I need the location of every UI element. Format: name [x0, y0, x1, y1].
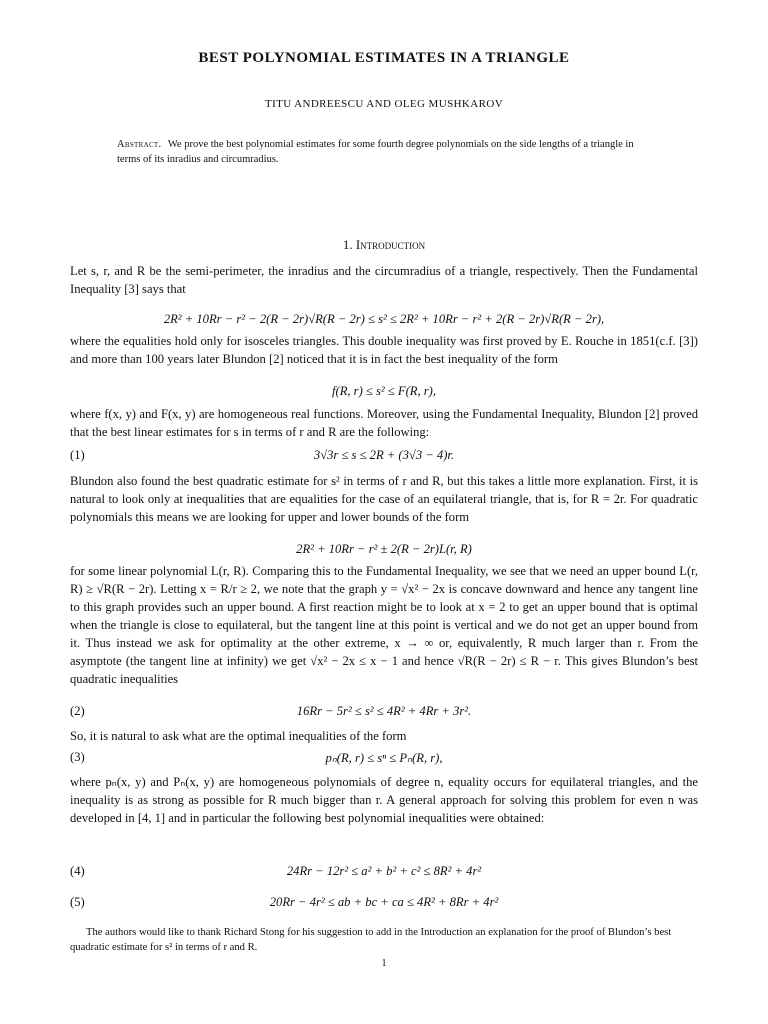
equation-2: 16Rr − 5r² ≤ s² ≤ 4R² + 4Rr + 3r². [296, 704, 472, 718]
page-number: 1 [381, 958, 387, 969]
equation-4: 24Rr − 12r² ≤ a² + b² + c² ≤ 8R² + 4r² [286, 864, 482, 878]
paragraph-1: Let s, r, and R be the semi-perimeter, the inradius and the circumradius of a triangle, respectively. Then the Fundamental Inequality [3] says that [70, 264, 698, 296]
equation-form: f(R, r) ≤ s² ≤ F(R, r), [332, 384, 436, 398]
paragraph-5: for some linear polynomial L(r, R). Comparing this to the Fundamental Inequality, we see that we need an upper bound L(r, R) ≥ √R(R − 2r). Letting x = R/r ≥ 2, we note that the graph y = √x² − 2x is concave downward and hence any tangent line to this graph provides such an upper bound. A first reaction might be to look at x = 2 to get an upper bound that is optimal when the triangle is close to equilateral, but the tangent line at this point is vertical and we do not get an upper bound from it. Thus instead we ask for optimality at the other extreme, x → ∞ or, equivalently, R much larger than r. From the asymptote (the tangent line at infinity) we get √x² − 2x ≤ x − 1 and hence √R(R − 2r) ≤ R − r. This gives Blundon’s best quadratic inequalities [70, 564, 698, 686]
authors: TITU ANDREESCU AND OLEG MUSHKAROV [264, 98, 504, 110]
paragraph-6: So, it is natural to ask what are the optimal inequalities of the form [70, 729, 407, 743]
paragraph-4: Blundon also found the best quadratic estimate for s² in terms of r and R, but this takes a little more explanation. First, it is natural to look only at inequalities that are equalities for the case of an equilateral triangle, that is, for R = 2r. For quadratic polynomials this means we are looking for upper and lower bounds of the form [70, 474, 698, 524]
section-heading [0, 237, 768, 253]
paragraph-2: where the equalities hold only for isosceles triangles. This double inequality was first proved by E. Rouche in 1851(c.f. [3]) and more than 100 years later Blundon [2] noticed that it is in fact the best inequality of the form [70, 334, 698, 366]
section-title: Introduction [355, 237, 426, 252]
equation-5: 20Rr − 4r² ≤ ab + bc + ca ≤ 4R² + 8Rr + 4r² [269, 895, 499, 909]
equation-4-number: (4) [70, 864, 85, 878]
paragraph-3: where f(x, y) and F(x, y) are homogeneous real functions. Moreover, using the Fundamental Inequality, Blundon [2] proved that the best linear estimates for s in terms of r and R are the following: [70, 407, 698, 439]
equation-bounds: 2R² + 10Rr − r² ± 2(R − 2r)L(r, R) [296, 542, 472, 556]
equation-1-number: (1) [70, 448, 85, 462]
footnote: The authors would like to thank Richard Stong for his suggestion to add in the Introduction an explanation for the proof of Blundon’s best quadratic estimate for s² in terms of r and R. [70, 927, 672, 953]
equation-3-number: (3) [70, 750, 85, 764]
abstract-text: We prove the best polynomial estimates for some fourth degree polynomials on the side lengths of a triangle in terms of its inradius and circumradius. [117, 139, 634, 166]
abstract [117, 137, 657, 167]
equation-1: 3√3r ≤ s ≤ 2R + (3√3 − 4)r. [313, 448, 455, 462]
section-number: 1. [342, 237, 353, 252]
paragraph-7: where pₙ(x, y) and Pₙ(x, y) are homogeneous polynomials of degree n, equality occurs for equilateral triangles, and the inequality is as strong as possible for R much bigger than r. A general approach for solving this problem for even n was developed in [4, 1] and in particular the following best polynomial inequalities were obtained: [70, 775, 698, 825]
equation-3: pₙ(R, r) ≤ sⁿ ≤ Pₙ(R, r), [325, 751, 443, 765]
equation-fundamental: 2R² + 10Rr − r² − 2(R − 2r)√R(R − 2r) ≤ s² ≤ 2R² + 10Rr − r² + 2(R − 2r)√R(R − 2r), [163, 312, 605, 326]
equation-5-number: (5) [70, 895, 85, 909]
paper-title: BEST POLYNOMIAL ESTIMATES IN A TRIANGLE [198, 50, 570, 66]
abstract-label: Abstract. [117, 139, 162, 150]
equation-2-number: (2) [70, 704, 85, 718]
